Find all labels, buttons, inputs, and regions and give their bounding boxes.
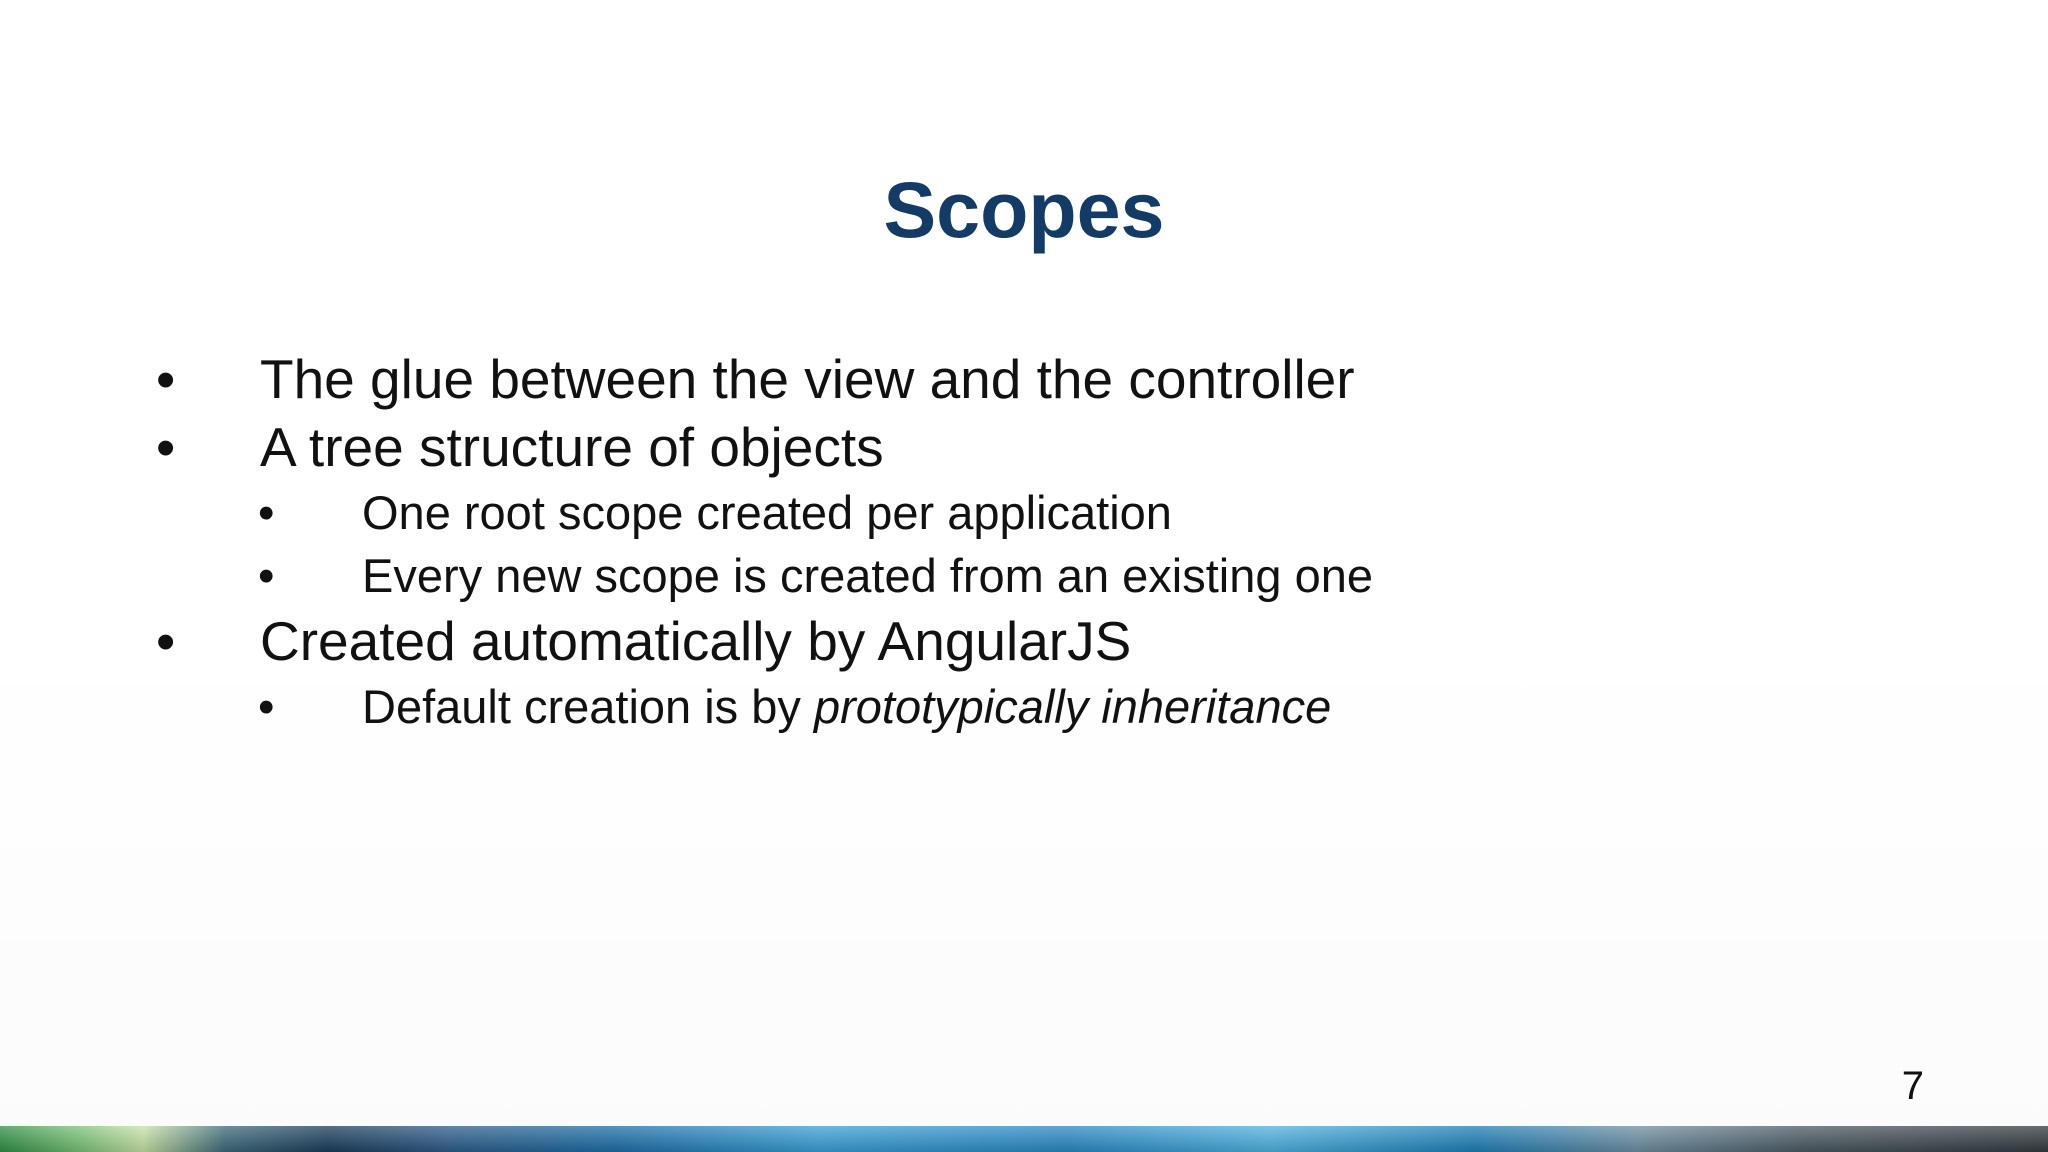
bullet-text-plain: Default creation is by <box>362 680 814 733</box>
bullet-marker: • <box>258 680 275 733</box>
bullet-marker: • <box>156 348 176 410</box>
slide-title: Scopes <box>883 165 1165 254</box>
bullet-text-emphasis: prototypically inheritance <box>813 680 1332 733</box>
sub-bullet-item <box>0 481 2048 544</box>
bullet-text <box>362 675 1331 738</box>
bullet-text: Every new scope is created from an existing one <box>362 549 1374 602</box>
bullet-text: Created automatically by AngularJS <box>260 610 1132 672</box>
page-number: 7 <box>1901 1064 1924 1108</box>
sub-bullet-item <box>0 675 2048 738</box>
bullet-text: A tree structure of objects <box>260 416 884 478</box>
bullet-text: One root scope created per application <box>362 486 1172 539</box>
bullet-item <box>0 413 2048 481</box>
bullet-item <box>0 607 2048 675</box>
bullet-item <box>0 345 2048 413</box>
bullet-marker: • <box>156 416 176 478</box>
bullet-marker: • <box>156 610 176 672</box>
bullet-text: The glue between the view and the controller <box>260 348 1355 410</box>
bullet-marker: • <box>258 549 275 602</box>
footer-decorative-band <box>0 1126 2048 1152</box>
bullet-marker: • <box>258 486 275 539</box>
bullet-list <box>0 345 2048 738</box>
sub-bullet-item <box>0 544 2048 607</box>
